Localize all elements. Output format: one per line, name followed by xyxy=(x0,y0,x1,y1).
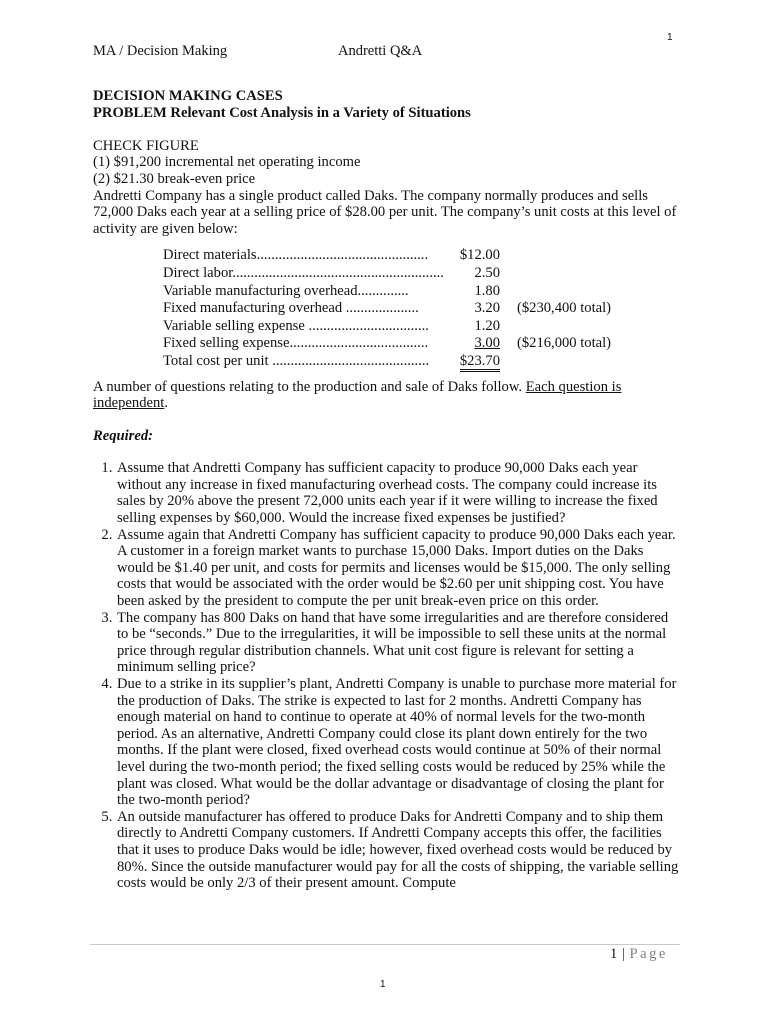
cost-note: ($216,000 total) xyxy=(517,335,612,352)
cost-note xyxy=(500,246,611,264)
cost-amount: 3.20 xyxy=(474,300,500,317)
cost-note xyxy=(500,282,611,300)
top-page-number: 1 xyxy=(667,32,673,43)
cost-label: Direct labor.......................................................... xyxy=(163,264,444,281)
intro-paragraph: Andretti Company has a single product called Daks. The company normally produces and sells 72,000 Daks each year at a selling price of $28.00 per unit. The company’s unit costs at this level of activity are given below: xyxy=(93,187,677,237)
document-subtitle: PROBLEM Relevant Cost Analysis in a Variety of Situations xyxy=(93,104,471,121)
required-label: Required: xyxy=(93,427,153,444)
footer-divider xyxy=(90,944,680,945)
cost-amount: 3.00 xyxy=(474,335,500,352)
cost-label: Total cost per unit ........................................... xyxy=(163,352,430,369)
cost-row xyxy=(163,299,611,317)
footer-page-word: Page xyxy=(629,946,668,962)
independent-note: Each question is independent xyxy=(93,378,622,412)
cost-label: Fixed selling expense...................................... xyxy=(163,335,429,352)
cost-label: Variable manufacturing overhead.............. xyxy=(163,282,409,299)
cost-label: Fixed manufacturing overhead .................... xyxy=(163,300,419,317)
bottom-page-number: 1 xyxy=(380,979,386,990)
cost-amount: $23.70 xyxy=(455,352,500,370)
header-center: Andretti Q&A xyxy=(338,43,423,59)
question-item: 3. The company has 800 Daks on hand that have some irregularities and are therefore considered to be “seconds.” Due to the irregularities, it will be impossible to sell these units at the normal price through regular distribution channels. What unit cost figure is relevant for setting a minimum selling price? xyxy=(116,610,683,676)
check-figure-item: (1) $91,200 incremental net operating income xyxy=(93,154,361,171)
cost-row-total xyxy=(163,352,611,370)
check-figure-heading: CHECK FIGURE xyxy=(93,137,199,154)
questions-intro: A number of questions relating to the production and sale of Daks follow. Each question is independent. xyxy=(93,378,622,412)
page-footer xyxy=(610,946,668,963)
cost-label: Direct materials............................................... xyxy=(163,247,429,264)
document-title: DECISION MAKING CASES xyxy=(93,88,283,104)
cost-note xyxy=(500,264,611,282)
cost-row xyxy=(163,264,611,282)
cost-row xyxy=(163,246,611,264)
cost-note xyxy=(500,352,611,370)
unit-cost-table xyxy=(163,246,611,369)
question-item: 1. Assume that Andretti Company has sufficient capacity to produce 90,000 Daks each year without any increase in fixed manufacturing overhead costs. The company could increase its sales by 20% above the present 72,000 units each year if it were willing to increase the fixed selling expenses by $60,000. Would the increase fixed expenses be justified? xyxy=(116,460,683,526)
question-item: 5. An outside manufacturer has offered to produce Daks for Andretti Company and to ship them directly to Andretti Company customers. If Andretti Company accepts this offer, the facilities that it uses to produce Daks would be idle; however, fixed overhead costs would be reduced by 80%. Since the outside manufacturer would pay for all the costs of shipping, the variable selling costs would be only 2/3 of their present amount. Compute xyxy=(116,809,683,892)
check-figure-item: (2) $21.30 break-even price xyxy=(93,170,256,187)
cost-amount: 1.80 xyxy=(474,282,500,299)
cost-row xyxy=(163,334,611,352)
cost-amount: 1.20 xyxy=(474,317,500,334)
footer-page-number: 1 xyxy=(610,946,618,962)
question-item: 2. Assume again that Andretti Company has sufficient capacity to produce 90,000 Daks each year. A customer in a foreign market wants to purchase 15,000 Daks. Import duties on the Daks would be $1.40 per unit, and costs for permits and licenses would be $15,000. The only selling costs that would be associated with the order would be $2.60 per unit shipping cost. You have been asked by the president to compute the per unit break-even price on this order. xyxy=(116,527,683,610)
header-left: MA / Decision Making xyxy=(93,43,228,59)
cost-note xyxy=(500,317,611,335)
cost-row xyxy=(163,317,611,335)
cost-amount: 2.50 xyxy=(474,264,500,281)
question-item: 4. Due to a strike in its supplier’s plant, Andretti Company is unable to purchase more material for the production of Daks. The strike is expected to last for 2 months. Andretti Company has enough material on hand to continue to operate at 40% of normal levels for the two-month period. As an alternative, Andretti Company could close its plant down entirely for the two months. If the plant were closed, fixed overhead costs would continue at 50% of their normal level during the two-month period; the fixed selling costs would be reduced by 25% while the plant was closed. What would be the dollar advantage or disadvantage of closing the plant for the two-month period? xyxy=(116,676,683,809)
cost-amount: $12.00 xyxy=(459,247,500,264)
document-body xyxy=(93,88,683,892)
cost-row xyxy=(163,282,611,300)
cost-note: ($230,400 total) xyxy=(517,300,612,317)
footer-separator: | xyxy=(621,946,626,962)
cost-label: Variable selling expense ................................. xyxy=(163,317,429,334)
questions-list xyxy=(93,460,683,891)
